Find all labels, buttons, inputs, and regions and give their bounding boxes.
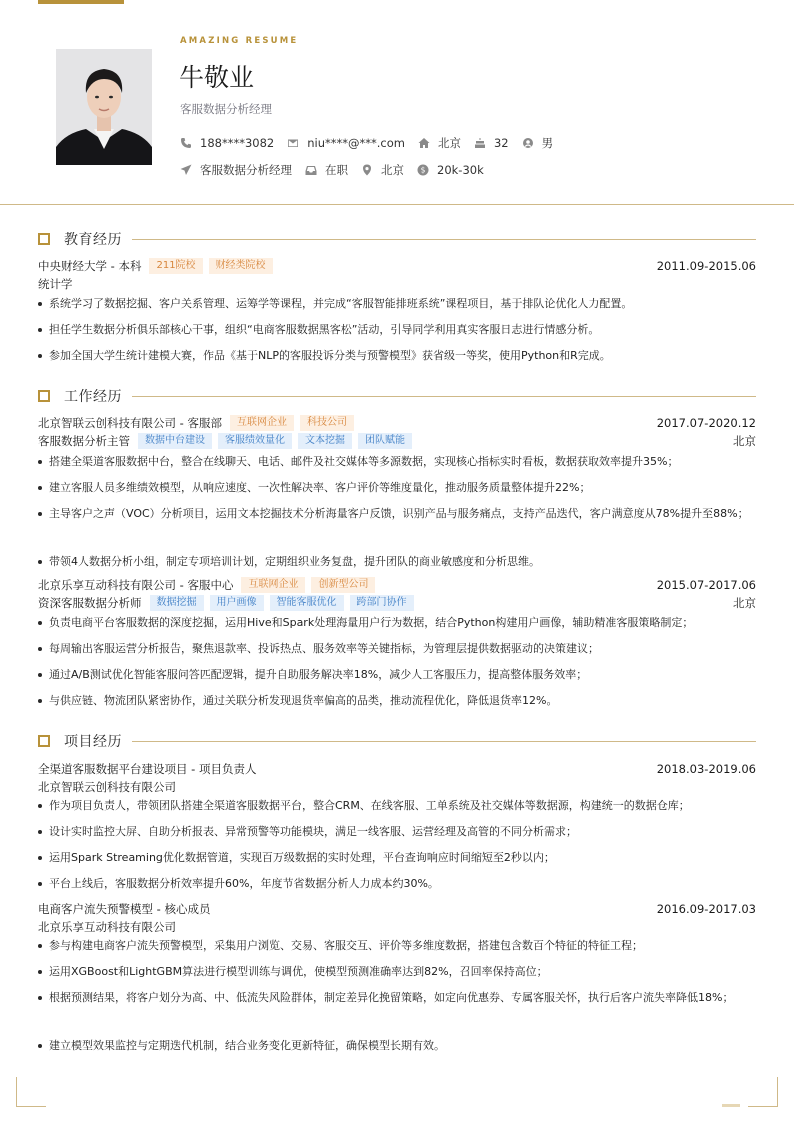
school-name: 中央财经大学 - 本科 (38, 259, 142, 273)
job-bullet: 负责电商平台客服数据的深度挖掘，运用Hive和Spark处理海量用户行为数据，结合Python构建用户画像，辅助精准客服策略制定； (38, 612, 756, 634)
job-date: 2017.07-2020.12 (656, 416, 756, 430)
cake-icon (474, 137, 486, 149)
email-icon (287, 137, 299, 149)
candidate-title: 客服数据分析经理 (180, 102, 272, 116)
company-name: 北京乐享互动科技有限公司 - 客服中心 (38, 578, 234, 592)
job-bullet: 建立客服人员多维绩效模型，从响应速度、一次性解决率、客户评价等维度量化，推动服务质量整体提升22%； (38, 477, 756, 499)
footer-accent-bar (722, 1104, 740, 1107)
project-bullet: 作为项目负责人，带领团队搭建全渠道客服数据平台，整合CRM、在线客服、工单系统及社交媒体等数据源，构建统一的数据仓库； (38, 795, 756, 817)
role-tag: 数据中台建设 (138, 433, 212, 449)
project-entry-header (38, 761, 756, 777)
job-role: 资深客服数据分析师 (38, 596, 142, 610)
profile-photo (56, 49, 152, 165)
section-marker-icon (38, 735, 50, 747)
education-bullet: 参加全国大学生统计建模大赛，作品《基于NLP的客服投诉分类与预警模型》获省级一等奖，使用Python和R完成。 (38, 345, 756, 367)
email-info (287, 136, 405, 150)
job-role-row (38, 595, 756, 611)
target-city-info (361, 162, 404, 178)
hometown-info (418, 135, 461, 151)
job-status-text: 在职 (325, 163, 348, 177)
project-date: 2016.09-2017.03 (656, 902, 756, 916)
role-tag: 文本挖掘 (298, 433, 352, 449)
project-bullet: 设计实时监控大屏、自助分析报表、异常预警等功能模块，满足一线客服、运营经理及高管的不同分析需求； (38, 821, 756, 843)
company-tag: 互联网企业 (230, 415, 294, 431)
education-bullet: 担任学生数据分析俱乐部核心干事，组织“电商客服数据黑客松”活动，引导同学利用真实客服日志进行情感分析。 (38, 319, 756, 341)
education-entry-header (38, 258, 756, 274)
project-company-row (38, 919, 756, 935)
job-role-row (38, 433, 756, 449)
section-marker-icon (38, 390, 50, 402)
project-date: 2018.03-2019.06 (656, 762, 756, 776)
job-entry-header (38, 577, 756, 593)
salary-info (417, 163, 484, 177)
brand-label: AMAZING RESUME (180, 36, 299, 46)
section-line (132, 741, 756, 742)
salary-icon (417, 164, 429, 176)
section-line (132, 396, 756, 397)
inbox-icon (305, 164, 317, 176)
company-tag: 创新型公司 (311, 577, 375, 593)
location-icon (361, 164, 373, 176)
role-tag: 跨部门协作 (350, 595, 414, 611)
section-projects (38, 733, 756, 749)
gender-text: 男 (541, 136, 554, 150)
gender-info (522, 135, 554, 151)
school-tag: 财经类院校 (209, 258, 273, 274)
job-city: 北京 (733, 434, 756, 448)
section-title-text: 项目经历 (64, 734, 122, 750)
age-info (474, 136, 509, 150)
phone-icon (180, 137, 192, 149)
job-intent-row (180, 162, 497, 178)
role-tag: 客服绩效量化 (218, 433, 292, 449)
job-bullet: 通过A/B测试优化智能客服问答匹配逻辑，提升自助服务解决率18%，减少人工客服压力，提高整体服务效率； (38, 664, 756, 686)
job-status-info (305, 162, 348, 178)
target-position-text: 客服数据分析经理 (200, 163, 292, 177)
role-tag: 团队赋能 (358, 433, 412, 449)
company-tag: 互联网企业 (241, 577, 305, 593)
target-city-text: 北京 (381, 163, 404, 177)
top-accent-bar (38, 0, 124, 4)
project-entry-header (38, 901, 756, 917)
role-tag: 数据挖掘 (150, 595, 204, 611)
role-tag: 智能客服优化 (270, 595, 344, 611)
send-icon (180, 164, 192, 176)
target-position-info (180, 162, 292, 178)
project-name: 电商客户流失预警模型 - 核心成员 (38, 902, 211, 916)
job-bullet: 每周输出客服运营分析报告，聚焦退款率、投诉热点、服务效率等关键指标，为管理层提供数据驱动的决策建议； (38, 638, 756, 660)
section-title-text: 教育经历 (64, 232, 122, 248)
section-work (38, 388, 756, 404)
gender-icon (522, 137, 534, 149)
section-education (38, 231, 756, 247)
project-company-row (38, 779, 756, 795)
email-text: niu****@***.com (307, 136, 405, 150)
salary-text: 20k-30k (437, 163, 484, 177)
corner-decoration (16, 1077, 46, 1107)
home-icon (418, 137, 430, 149)
company-name: 北京智联云创科技有限公司 - 客服部 (38, 416, 222, 430)
svg-text:$: $ (420, 165, 426, 175)
contact-info-row (180, 135, 566, 151)
project-company: 北京乐享互动科技有限公司 (38, 920, 176, 934)
school-tag: 211院校 (149, 258, 202, 274)
project-bullet: 平台上线后，客服数据分析效率提升60%，年度节省数据分析人力成本约30%。 (38, 873, 756, 895)
section-line (132, 239, 756, 240)
header-divider (0, 204, 794, 205)
section-marker-icon (38, 233, 50, 245)
education-major-row (38, 276, 756, 292)
phone-info (180, 136, 274, 150)
company-tag: 科技公司 (300, 415, 354, 431)
job-bullet: 搭建全渠道客服数据中台，整合在线聊天、电话、邮件及社交媒体等多源数据，实现核心指标实时看板，数据获取效率提升35%； (38, 451, 756, 473)
project-bullet: 建立模型效果监控与定期迭代机制，结合业务变化更新特征，确保模型长期有效。 (38, 1035, 756, 1057)
project-bullet: 根据预测结果，将客户划分为高、中、低流失风险群体，制定差异化挽留策略，如定向优惠券、专属客服关怀，执行后客户流失率降低18%； (38, 987, 756, 1009)
job-bullet: 带领4人数据分析小组，制定专项培训计划，定期组织业务复盘，提升团队的商业敏感度和分析思维。 (38, 551, 756, 573)
hometown-text: 北京 (437, 136, 461, 150)
phone-text: 188****3082 (200, 136, 275, 150)
job-role: 客服数据分析主管 (38, 434, 130, 448)
project-company: 北京智联云创科技有限公司 (38, 780, 176, 794)
section-title-text: 工作经历 (64, 389, 122, 405)
education-date: 2011.09-2015.06 (656, 259, 756, 273)
job-bullet: 主导客户之声（VOC）分析项目，运用文本挖掘技术分析海量客户反馈，识别产品与服务痛点，支持产品迭代，客户满意度从78%提升至88%； (38, 503, 756, 525)
project-bullet: 运用Spark Streaming优化数据管道，实现百万级数据的实时处理，平台查询响应时间缩短至2秒以内； (38, 847, 756, 869)
project-name: 全渠道客服数据平台建设项目 - 项目负责人 (38, 762, 257, 776)
project-bullet: 参与构建电商客户流失预警模型，采集用户浏览、交易、客服交互、评价等多维度数据，搭建包含数百个特征的特征工程； (38, 935, 756, 957)
major-text: 统计学 (38, 277, 73, 291)
project-bullet: 运用XGBoost和LightGBM算法进行模型训练与调优，使模型预测准确率达到82%，召回率保持高位； (38, 961, 756, 983)
education-bullet: 系统学习了数据挖掘、客户关系管理、运筹学等课程，并完成“客服智能排班系统”课程项目，基于排队论优化人力配置。 (38, 293, 756, 315)
role-tag: 用户画像 (210, 595, 264, 611)
job-entry-header (38, 415, 756, 431)
age-text: 32 (493, 136, 509, 150)
job-date: 2015.07-2017.06 (656, 578, 756, 592)
job-city: 北京 (733, 596, 756, 610)
job-bullet: 与供应链、物流团队紧密协作，通过关联分析发现退货率偏高的品类，推动流程优化，降低退货率12%。 (38, 690, 756, 712)
candidate-name: 牛敬业 (179, 63, 255, 92)
corner-decoration (748, 1077, 778, 1107)
